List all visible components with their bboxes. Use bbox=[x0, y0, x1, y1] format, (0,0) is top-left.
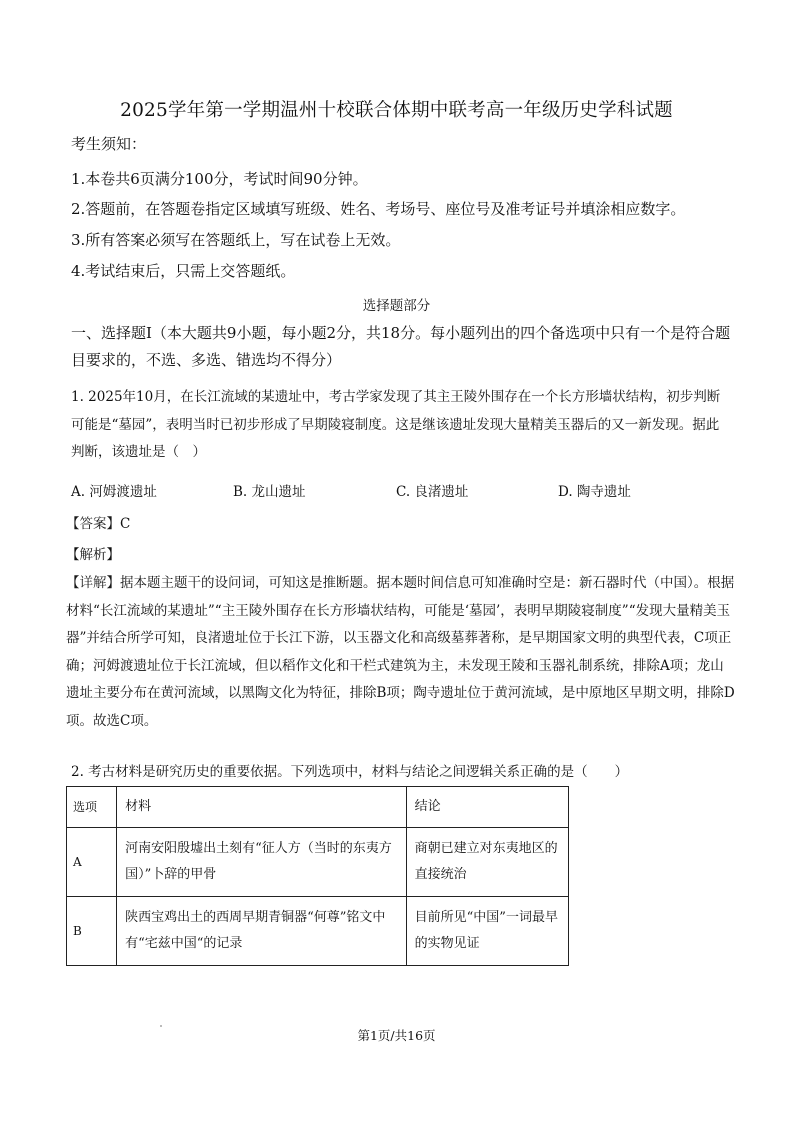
table-cell-option: A bbox=[67, 828, 117, 897]
option-a: A. 河姆渡遗址 bbox=[71, 484, 157, 500]
notice-item-3: 3.所有答案必须写在答题纸上，写在试卷上无效。 bbox=[71, 231, 401, 249]
answer-line bbox=[66, 512, 130, 532]
table-header-conclusion: 结论 bbox=[406, 787, 568, 828]
table-row bbox=[67, 828, 569, 897]
analysis-label: 【解析】 bbox=[66, 547, 120, 563]
section-title: 选择题部分 bbox=[362, 298, 431, 314]
table-cell-material: 河南安阳殷墟出土刻有“征人方（当时的东夷方国）”卜辞的甲骨 bbox=[117, 828, 407, 897]
table-header-option: 选项 bbox=[67, 787, 117, 828]
part-one-instructions: 一、选择题Ⅰ（本大题共9小题，每小题2分，共18分。每小题列出的四个备选项中只有一个是符合题目要求的，不选、多选、错选均不得分） bbox=[71, 324, 731, 369]
question-1-stem: 1. 2025年10月，在长江流域的某遗址中，考古学家发现了其主王陵外围存在一个长方形墙状结构，初步判断可能是“墓园”，表明当时已初步形成了早期陵寝制度。这是继该遗址发现大量精美玉器后的又一新发现。据此判断，该遗址是（ ） bbox=[71, 389, 721, 460]
table-row bbox=[67, 897, 569, 966]
table-cell-conclusion: 目前所见“中国”一词最早的实物见证 bbox=[406, 897, 568, 966]
exam-title: 2025学年第一学期温州十校联合体期中联考高一年级历史学科试题 bbox=[120, 100, 673, 121]
question-2-stem: 2. 考古材料是研究历史的重要依据。下列选项中，材料与结论之间逻辑关系正确的是（ ） bbox=[71, 764, 629, 780]
answer-value: C bbox=[120, 516, 131, 532]
notice-heading: 考生须知： bbox=[71, 135, 147, 153]
detail-label: 【详解】 bbox=[66, 575, 120, 591]
question-1-options bbox=[71, 480, 771, 500]
table-header-row bbox=[67, 787, 569, 828]
table-cell-option: B bbox=[67, 897, 117, 966]
option-b: B. 龙山遗址 bbox=[233, 484, 306, 500]
question-1-detail bbox=[66, 570, 736, 735]
table-cell-conclusion: 商朝已建立对东夷地区的直接统治 bbox=[406, 828, 568, 897]
question-2-table bbox=[66, 786, 569, 966]
notice-item-4: 4.考试结束后，只需上交答题纸。 bbox=[71, 262, 296, 280]
table-cell-material: 陕西宝鸡出土的西周早期青铜器“何尊”铭文中有“宅兹中国“的记录 bbox=[117, 897, 407, 966]
table-header-material: 材料 bbox=[117, 787, 407, 828]
notice-item-2: 2.答题前，在答题卷指定区域填写班级、姓名、考场号、座位号及准考证号并填涂相应数字。 bbox=[71, 200, 686, 218]
option-c: C. 良渚遗址 bbox=[396, 484, 469, 500]
answer-label: 【答案】 bbox=[66, 516, 120, 532]
detail-text: 据本题主题干的设问词，可知这是推断题。据本题时间信息可知准确时空是：新石器时代（中国）。根据材料“长江流域的某遗址”“主王陵外围存在长方形墙状结构，可能是‘墓园’，表明早期陵寝制度”“发现大量精美玉器”并结合所学可知，良渚遗址位于长江下游，以玉器文化和高级墓葬著称，是早期国家文明的典型代表，C项正确；河姆渡遗址位于长江流域，但以稻作文化和干栏式建筑为主，未发现王陵和玉器礼制系统，排除A项；龙山遗址主要分布在黄河流域，以黑陶文化为特征，排除B项；陶寺遗址位于黄河流域，是中原地区早期文明，排除D项。故选C项。 bbox=[66, 575, 735, 729]
notice-item-1: 1.本卷共6页满分100分，考试时间90分钟。 bbox=[71, 170, 368, 188]
page-footer: 第1页/共16页 bbox=[357, 1028, 436, 1043]
option-d: D. 陶寺遗址 bbox=[558, 484, 631, 500]
